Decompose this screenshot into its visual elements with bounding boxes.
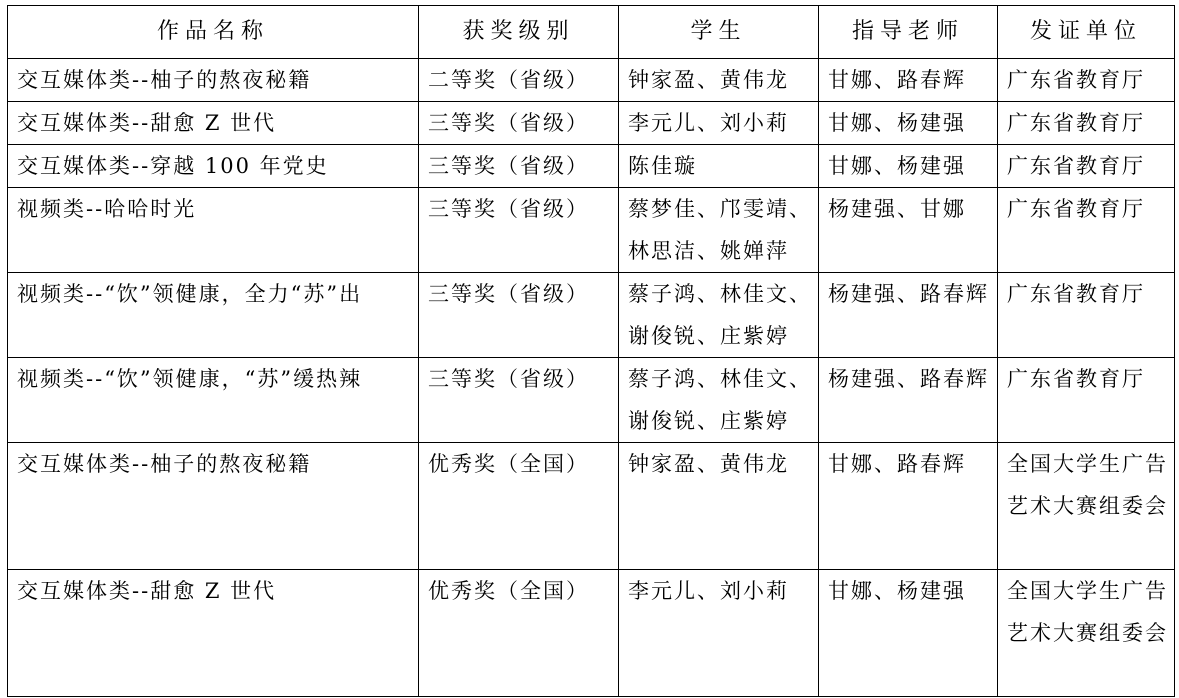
header-issuer: 发证单位	[998, 6, 1175, 59]
cell-advisors: 甘娜、路春辉	[819, 59, 998, 102]
cell-award-level: 优秀奖（全国）	[419, 443, 619, 570]
cell-issuer: 广东省教育厅	[998, 188, 1175, 273]
cell-issuer: 广东省教育厅	[998, 273, 1175, 358]
cell-advisors: 杨建强、路春辉	[819, 358, 998, 443]
cell-students: 蔡子鸿、林佳文、谢俊锐、庄紫婷	[619, 273, 819, 358]
cell-advisors: 杨建强、路春辉	[819, 273, 998, 358]
cell-award-level: 三等奖（省级）	[419, 102, 619, 145]
cell-work-name: 视频类--“饮”领健康，“苏”缓热辣	[8, 358, 419, 443]
cell-students: 李元儿、刘小莉	[619, 102, 819, 145]
cell-work-name: 交互媒体类--柚子的熬夜秘籍	[8, 59, 419, 102]
cell-award-level: 二等奖（省级）	[419, 59, 619, 102]
cell-issuer: 广东省教育厅	[998, 59, 1175, 102]
cell-issuer: 广东省教育厅	[998, 145, 1175, 188]
cell-students: 蔡梦佳、邝雯靖、林思洁、姚婵萍	[619, 188, 819, 273]
cell-advisors: 杨建强、甘娜	[819, 188, 998, 273]
table-row	[8, 570, 1175, 697]
cell-advisors: 甘娜、杨建强	[819, 570, 998, 697]
cell-advisors: 甘娜、杨建强	[819, 145, 998, 188]
cell-award-level: 三等奖（省级）	[419, 188, 619, 273]
cell-award-level: 三等奖（省级）	[419, 358, 619, 443]
header-advisors: 指导老师	[819, 6, 998, 59]
cell-students: 钟家盈、黄伟龙	[619, 59, 819, 102]
cell-advisors: 甘娜、杨建强	[819, 102, 998, 145]
cell-advisors: 甘娜、路春辉	[819, 443, 998, 570]
cell-students: 钟家盈、黄伟龙	[619, 443, 819, 570]
cell-issuer: 全国大学生广告艺术大赛组委会	[998, 570, 1175, 697]
table-row	[8, 273, 1175, 358]
cell-work-name: 交互媒体类--柚子的熬夜秘籍	[8, 443, 419, 570]
header-students: 学生	[619, 6, 819, 59]
header-award-level: 获奖级别	[419, 6, 619, 59]
header-row	[8, 6, 1175, 59]
cell-issuer: 广东省教育厅	[998, 358, 1175, 443]
cell-award-level: 三等奖（省级）	[419, 273, 619, 358]
awards-table	[7, 5, 1175, 697]
cell-students: 蔡子鸿、林佳文、谢俊锐、庄紫婷	[619, 358, 819, 443]
cell-work-name: 视频类--哈哈时光	[8, 188, 419, 273]
table-row	[8, 358, 1175, 443]
table-row	[8, 102, 1175, 145]
cell-work-name: 交互媒体类--甜愈 Z 世代	[8, 102, 419, 145]
table-row	[8, 443, 1175, 570]
cell-work-name: 视频类--“饮”领健康，全力“苏”出	[8, 273, 419, 358]
cell-award-level: 三等奖（省级）	[419, 145, 619, 188]
cell-students: 李元儿、刘小莉	[619, 570, 819, 697]
cell-issuer: 全国大学生广告艺术大赛组委会	[998, 443, 1175, 570]
awards-table-container	[7, 5, 1174, 697]
cell-work-name: 交互媒体类--甜愈 Z 世代	[8, 570, 419, 697]
table-row	[8, 145, 1175, 188]
table-row	[8, 188, 1175, 273]
cell-students: 陈佳璇	[619, 145, 819, 188]
table-row	[8, 59, 1175, 102]
cell-work-name: 交互媒体类--穿越 100 年党史	[8, 145, 419, 188]
header-work-name: 作品名称	[8, 6, 419, 59]
cell-issuer: 广东省教育厅	[998, 102, 1175, 145]
cell-award-level: 优秀奖（全国）	[419, 570, 619, 697]
